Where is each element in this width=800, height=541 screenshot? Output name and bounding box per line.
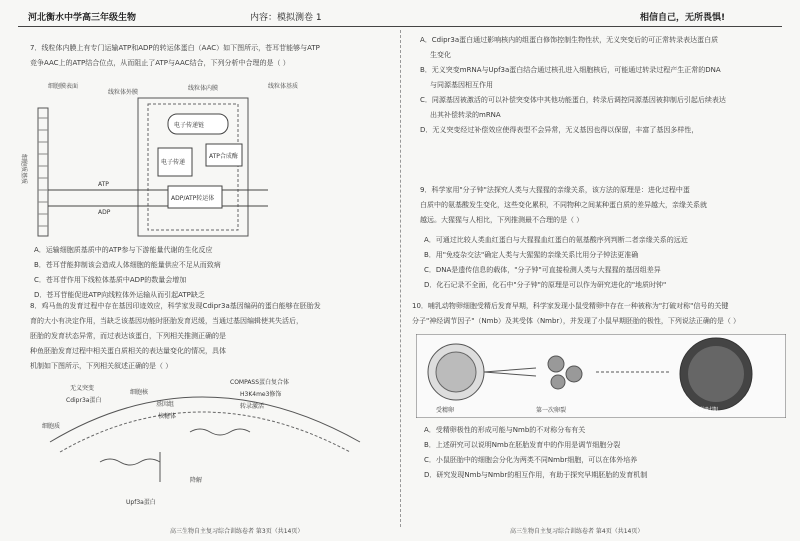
q10-option-a: A．受精卵极性的形成可能与Nmb的不对称分布有关 bbox=[424, 426, 586, 434]
q8-option-line: B．无义突变mRNA与Upf3a蛋白结合通过核孔进入细胞核后，可能通过转录过程产生正常的DNA bbox=[420, 66, 721, 74]
fig-eight-cell: 8细胞时期 bbox=[690, 407, 718, 414]
left-q7-text bbox=[30, 42, 390, 72]
q10-embryo-figure bbox=[416, 334, 786, 418]
q8-option-line: A．Cdipr3a蛋白通过影响核内的组蛋白修饰控制生物性状，无义突变后的可正常转录表达蛋白质 bbox=[420, 36, 719, 44]
q8-option-line: 生变化 bbox=[430, 51, 451, 59]
q9-line: 9．科学家用"分子钟"法探究人类与大猩猩的亲缘关系，该方法的原理是：进化过程中蛋 bbox=[420, 186, 690, 194]
q7-option-d: D．苍耳苷能促进ATP向线粒体外运输从而引起ATP缺乏 bbox=[34, 291, 205, 299]
q10-option-b: B．上述研究可以说明Nmb在胚胎发育中的作用是调节细胞分裂 bbox=[424, 441, 621, 449]
q8-gene-figure bbox=[40, 372, 370, 522]
q9-option-b: B．用"免疫杂交法"确定人类与大猩猩的亲缘关系比用分子钟法更准确 bbox=[424, 251, 639, 259]
fig-adp: ADP bbox=[98, 209, 111, 216]
fig-cyto: 细胞质基质 bbox=[20, 154, 27, 185]
q8-line: 机制如下图所示，下列相关叙述正确的是（ ） bbox=[30, 362, 173, 370]
fig-ribosome: 核糖体 bbox=[158, 413, 177, 420]
fig-cdipr3a: Cdipr3a蛋白 bbox=[66, 397, 102, 404]
fig-zygote: 受精卵 bbox=[436, 407, 455, 414]
q9-option-d: D．化石记录不全面，化石中"分子钟"的原理是可以作为研究进化的"地质时钟" bbox=[424, 281, 667, 289]
fig-box-aac: ADP/ATP转运体 bbox=[171, 195, 215, 202]
column-divider bbox=[400, 30, 401, 527]
fig-compass: COMPASS蛋白复合体 bbox=[230, 379, 290, 386]
fig-label-inner: 线粒体内膜 bbox=[188, 85, 219, 92]
q7-line: 竞争AAC上的ATP结合位点，从而阻止了ATP与AAC结合，下列分析中合理的是（ ） bbox=[30, 59, 290, 67]
q8-line: 胚胎的发育状态异常，而过表达该蛋白，下列相关推测正确的是 bbox=[30, 332, 226, 340]
q8-option-line: 出其补偿转录的mRNA bbox=[430, 111, 501, 119]
fig-atp: ATP bbox=[98, 181, 109, 188]
fig-nonsense: 无义突变 bbox=[70, 385, 95, 392]
right-q9-text bbox=[420, 184, 790, 229]
q7-mitochondria-figure bbox=[18, 78, 348, 240]
q10-option-d: D．研究发现Nmb与Nmbr的相互作用，有助于探究早期胚胎的发育机制 bbox=[424, 471, 648, 479]
fig-mrna: 细胞质 bbox=[42, 423, 61, 430]
right-footer: 高三生物自主复习综合训练卷者 第4页（共14页） bbox=[510, 528, 644, 535]
q7-option-a: A．运输细胞质基质中的ATP参与下游能量代谢的生化反应 bbox=[34, 246, 213, 254]
q10-line: 分子"神经调节因子"（Nmb）及其受体（Nmbr），并发现了小鼠早期胚胎的极性，下列说法正确的是（ ） bbox=[412, 317, 741, 325]
q8-line: 种鱼胚胎发育过程中相关蛋白质相关的表达量变化的情况，具体 bbox=[30, 347, 226, 355]
fig-first-cleavage: 第一次卵裂 bbox=[536, 407, 567, 414]
fig-box-synthase: ATP合成酶 bbox=[209, 153, 238, 160]
q9-option-a: A．可通过比较人类血红蛋白与大猩猩血红蛋白的氨基酸序列判断二者亲缘关系的远近 bbox=[424, 236, 688, 244]
fig-gene: 基因组 bbox=[156, 401, 175, 408]
fig-label-membrane: 细胞膜表面 bbox=[48, 83, 79, 90]
left-q7-options bbox=[34, 244, 394, 304]
fig-cell: 细胞核 bbox=[130, 389, 149, 396]
fig-label-outer: 线粒体外膜 bbox=[108, 89, 139, 96]
right-q10-text bbox=[412, 300, 790, 330]
fig-box-transport: 电子传递链 bbox=[174, 122, 205, 129]
header-rule bbox=[18, 26, 782, 27]
fig-transcribe: 转录激活 bbox=[240, 403, 265, 410]
fig-upf3a: Upf3a蛋白 bbox=[126, 499, 156, 506]
right-q9-options bbox=[424, 234, 790, 294]
fig-box-electron: 电子传递 bbox=[161, 159, 186, 166]
right-q10-options bbox=[424, 424, 790, 484]
range-header: 内容：模拟测卷 1 bbox=[250, 13, 322, 23]
left-q8-text bbox=[30, 300, 395, 375]
left-footer: 高三生物自主复习综合训练卷者 第3页（共14页） bbox=[170, 528, 304, 535]
motto-header: 相信自己，无所畏惧! bbox=[640, 13, 726, 23]
fig-label-matrix: 线粒体基质 bbox=[268, 83, 299, 90]
q10-option-c: C．小鼠胚胎中的细胞会分化为两类不同Nmbr细胞，可以在体外培养 bbox=[424, 456, 638, 464]
q9-line: 越远。大猩猩与人相比，下列推测最不合理的是（ ） bbox=[420, 216, 584, 224]
q8-line: 8．鸡马鱼的发育过程中存在基因印迹效应，科学家发现Cdipr3a基因编码的蛋白能够在胚胎发 bbox=[30, 302, 321, 310]
q9-option-c: C．DNA是遗传信息的载体，"分子钟"可直接检测人类与大猩猩的基因组差异 bbox=[424, 266, 661, 274]
q8-line: 育的大小有决定作用，当缺乏该基因功能时胚胎发育迟缓，当通过基因编辑使其失活后， bbox=[30, 317, 303, 325]
q7-option-b: B．苍耳苷能抑制该会造成人体细胞的能量供应不足从而致病 bbox=[34, 261, 221, 269]
q10-line: 10．哺乳动物卵细胞受精后发育早期，科学家发现小鼠受精卵中存在一种被称为"打破对称"信号的关键 bbox=[412, 302, 729, 310]
school-header: 河北衡水中学高三年级生物 bbox=[28, 13, 137, 23]
fig-degrade: 降解 bbox=[190, 477, 203, 484]
q8-option-line: C．同源基因被激活的可以补偿突变体中其他功能蛋白，转录后调控同源基因被抑制后引起后续表达 bbox=[420, 96, 726, 104]
q8-option-line: D．无义突变经过补偿效应使得表型不会异常，无义基因也得以保留，丰富了基因多样性， bbox=[420, 126, 699, 134]
q9-line: 白质中的氨基酸发生变化，这些变化累积，不同物种之间某种蛋白质的差异越大，亲缘关系就 bbox=[420, 201, 707, 209]
fig-h3k4: H3K4me3修饰 bbox=[240, 391, 282, 398]
q8-option-line: 与同源基因相互作用 bbox=[430, 81, 493, 89]
q7-line: 7．线粒体内膜上有专门运输ATP和ADP的转运体蛋白（AAC）如下图所示，苍耳苷能够与ATP bbox=[30, 44, 320, 52]
q7-option-c: C．苍耳苷作用下线粒体基质中ADP的数量会增加 bbox=[34, 276, 187, 284]
right-q8-options bbox=[420, 34, 790, 139]
